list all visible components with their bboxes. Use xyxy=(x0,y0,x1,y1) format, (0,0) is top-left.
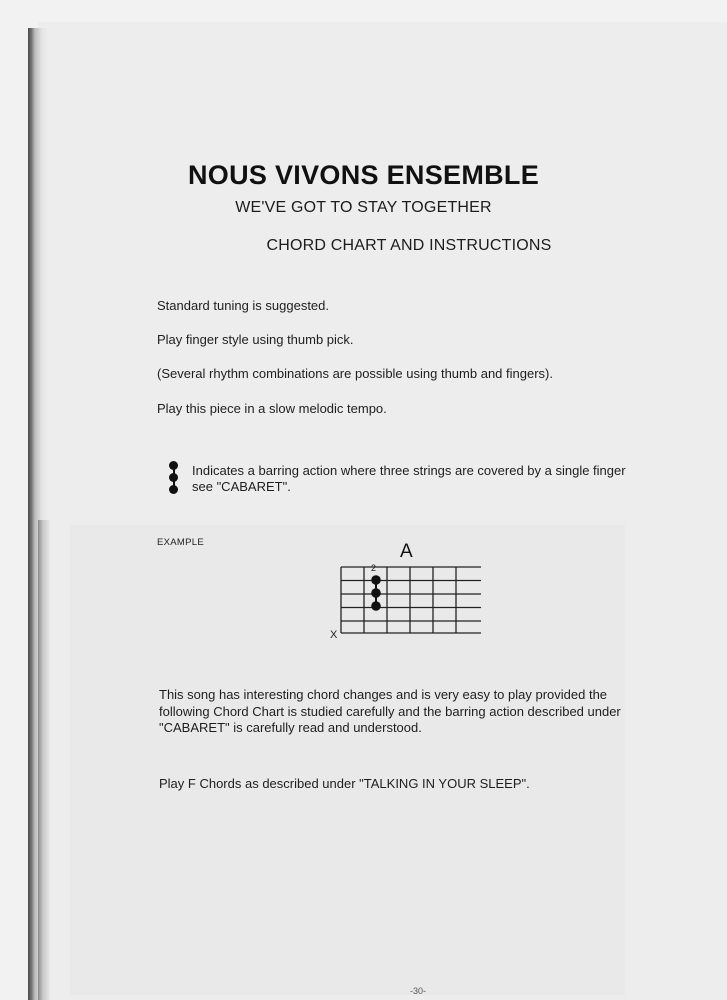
example-label: EXAMPLE xyxy=(157,537,204,548)
chord-diagram xyxy=(326,555,496,645)
barre-dots xyxy=(371,575,381,611)
barre-legend-line1: Indicates a barring action where three strings are covered by a single finger xyxy=(192,463,626,478)
barre-symbol-icon xyxy=(169,461,179,494)
barre-legend-line2: see "CABARET". xyxy=(192,479,291,494)
body-line-3: "CABARET" is carefully read and understood. xyxy=(159,720,422,735)
song-title: NOUS VIVONS ENSEMBLE xyxy=(187,160,540,190)
page-number: -30- xyxy=(409,986,426,996)
page-edge-shadow xyxy=(38,520,50,1000)
barre-line xyxy=(375,580,377,606)
body-line-1: This song has interesting chord changes and is very easy to play provided the xyxy=(159,687,608,702)
instruction-finger-style: Play finger style using thumb pick. xyxy=(157,332,354,347)
chord-name: A xyxy=(400,541,413,562)
song-subtitle: WE'VE GOT TO STAY TOGETHER xyxy=(235,199,492,216)
body-paragraph xyxy=(159,687,621,737)
final-note: Play F Chords as described under "TALKING IN YOUR SLEEP". xyxy=(159,776,530,791)
body-line-2: following Chord Chart is studied carefully and the barring action described under xyxy=(159,703,621,719)
instruction-rhythm: (Several rhythm combinations are possible using thumb and fingers). xyxy=(157,366,553,381)
barre-legend xyxy=(192,463,626,495)
instruction-tempo: Play this piece in a slow melodic tempo. xyxy=(157,401,387,416)
instruction-tuning: Standard tuning is suggested. xyxy=(157,298,330,313)
muted-string-marker: X xyxy=(330,629,338,641)
fretboard-grid xyxy=(341,567,481,633)
fret-number: 2 xyxy=(371,563,377,573)
section-heading: CHORD CHART AND INSTRUCTIONS xyxy=(266,237,552,254)
